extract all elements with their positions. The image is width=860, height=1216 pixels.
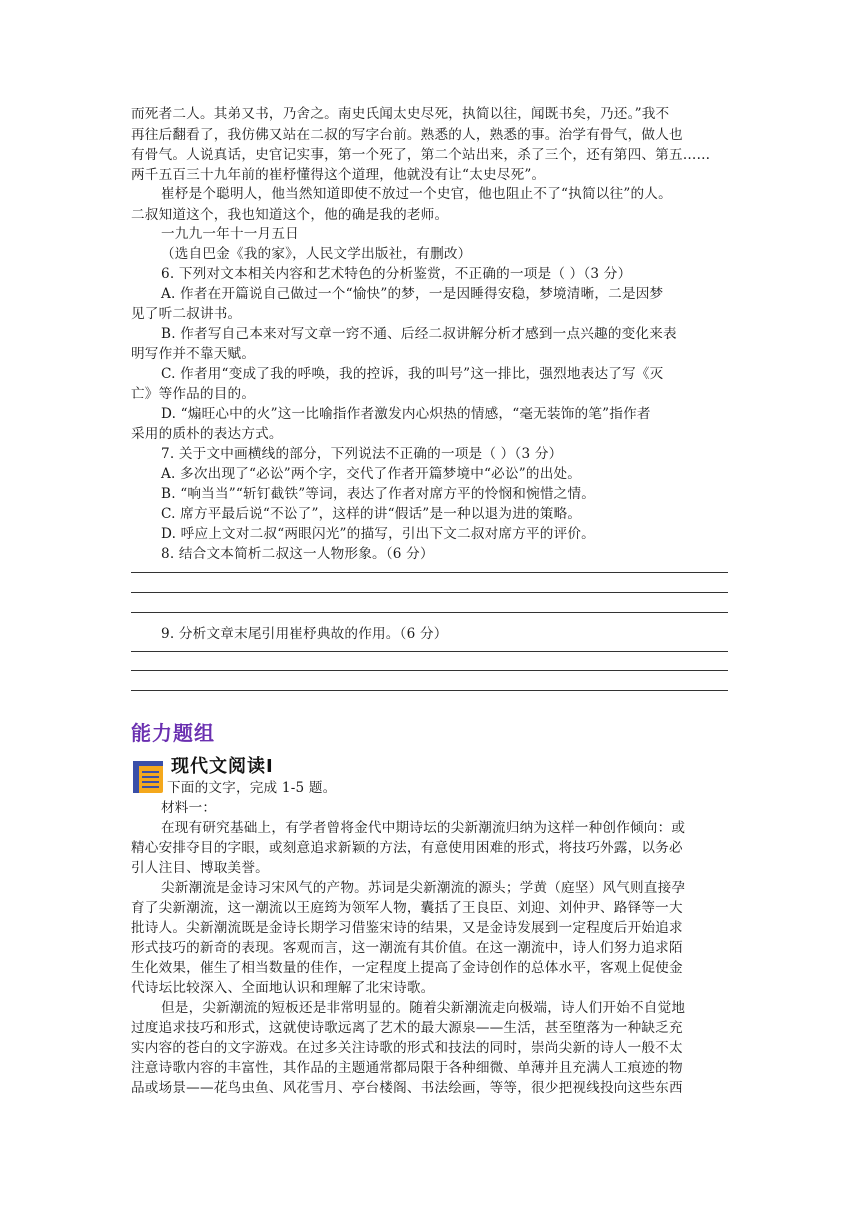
passage-date: 一九九一年十一月五日 (161, 226, 299, 242)
passage-line: 两千五百三十九年前的崔杼懂得这个道理，他就没有让“太史尽死”。 (131, 167, 546, 183)
reading-line: 生化效果，催生了相当数量的佳作，一定程度上提高了金诗创作的总体水平，客观上促使金 (131, 960, 683, 976)
reading-line: 在现有研究基础上，有学者曾将金代中期诗坛的尖新潮流归纳为这样一种创作倾向：或 (161, 820, 686, 836)
passage-line: 二叔知道这个，我也知道这个，他的确是我的老师。 (131, 207, 449, 223)
answer-line[interactable] (131, 592, 728, 593)
passage-line: 有骨气。人说真话，史官记实事，第一个死了，第二个站出来，杀了三个，还有第四、第五…… (131, 147, 711, 163)
reading-line: 实内容的苍白的文字游戏。在过多关注诗歌的形式和技法的同时，崇尚尖新的诗人一般不太 (131, 1040, 683, 1056)
answer-line[interactable] (131, 572, 728, 573)
question-9-stem: 9. 分析文章末尾引用崔杼典故的作用。（6 分） (161, 626, 448, 642)
passage-line: 再往后翻看了，我仿佛又站在二叔的写字台前。熟悉的人，熟悉的事。治学有骨气，做人也 (131, 127, 683, 143)
answer-line[interactable] (131, 690, 728, 691)
subsection-title: 现代文阅读Ⅰ (171, 756, 274, 777)
q6-option: 明写作并不靠天赋。 (131, 346, 256, 362)
q6-option: 亡》等作品的目的。 (131, 386, 256, 402)
question-6-stem: 6. 下列对文本相关内容和艺术特色的分析鉴赏，不正确的一项是（ ）（3 分） (161, 266, 632, 282)
q7-option: D. 呼应上文对二叔“两眼闪光”的描写，引出下文二叔对席方平的评价。 (161, 526, 595, 542)
q6-option: C. 作者用“变成了我的呼唤，我的控诉，我的叫号”这一排比，强烈地表达了写《灭 (161, 366, 664, 382)
q6-option: 见了听二叔讲书。 (131, 306, 242, 322)
reading-line: 精心安排夺目的字眼，或刻意追求新颖的方法，有意使用困难的形式，将技巧外露，以务必 (131, 840, 683, 856)
reading-line: 品或场景——花鸟虫鱼、风花雪月、亭台楼阁、书法绘画，等等，很少把视线投向这些东西 (131, 1080, 683, 1096)
book-icon (131, 759, 165, 795)
q6-option: D. “煽旺心中的火”这一比喻指作者激发内心炽热的情感，“毫无装饰的笔”指作者 (161, 406, 651, 422)
reading-line: 注意诗歌内容的丰富性，其作品的主题通常都局限于各种细微、单薄并且充满人工痕迹的物 (131, 1060, 683, 1076)
reading-line: 批诗人。尖新潮流既是金诗长期学习借鉴宋诗的结果，又是金诗发展到一定程度后开始追求 (131, 920, 683, 936)
q6-option: A. 作者在开篇说自己做过一个“愉快”的梦，一是因睡得安稳，梦境清晰，二是因梦 (161, 286, 664, 302)
q6-option: 采用的质朴的表达方式。 (131, 426, 283, 442)
passage-line: 崔杼是个聪明人，他当然知道即使不放过一个史官，他也阻止不了“执简以往”的人。 (161, 186, 672, 202)
reading-line: 代诗坛比较深入、全面地认识和理解了北宋诗歌。 (131, 980, 435, 996)
q7-option: C. 席方平最后说“不讼了”，这样的讲“假话”是一种以退为进的策略。 (161, 506, 582, 522)
q7-option: B. “响当当”“斩钉截铁”等词，表达了作者对席方平的怜悯和惋惜之情。 (161, 486, 596, 502)
question-7-stem: 7. 关于文中画横线的部分，下列说法不正确的一项是（ ）（3 分） (161, 446, 563, 462)
passage-line: 而死者二人。其弟又书，乃舍之。南史氏闻太史尽死，执简以往，闻既书矣，乃还。”我不 (131, 106, 670, 122)
material-label: 材料一： (161, 800, 217, 816)
question-8-stem: 8. 结合文本简析二叔这一人物形象。（6 分） (161, 546, 434, 562)
reading-line: 过度追求技巧和形式，这就使诗歌远离了艺术的最大源泉——生活，甚至堕落为一种缺乏充 (131, 1020, 683, 1036)
answer-line[interactable] (131, 612, 728, 613)
q6-option: B. 作者写自己本来对写文章一窍不通、后经二叔讲解分析才感到一点兴趣的变化来表 (161, 326, 677, 342)
reading-line: 引人注目、博取美誉。 (131, 860, 269, 876)
answer-line[interactable] (131, 651, 728, 652)
reading-line: 但是，尖新潮流的短板还是非常明显的。随着尖新潮流走向极端，诗人们开始不自觉地 (161, 1000, 686, 1016)
section-title: 能力题组 (131, 721, 215, 745)
reading-line: 尖新潮流是金诗习宋风气的产物。苏词是尖新潮流的源头；学黄（庭坚）风气则直接孕 (161, 880, 686, 896)
reading-line: 育了尖新潮流，这一潮流以王庭筠为领军人物，囊括了王良臣、刘迎、刘仲尹、路铎等一大 (131, 900, 683, 916)
answer-line[interactable] (131, 670, 728, 671)
reading-line: 形式技巧的新奇的表现。客观而言，这一潮流有其价值。在这一潮流中，诗人们努力追求陌 (131, 940, 683, 956)
passage-source: （选自巴金《我的家》，人民文学出版社，有删改） (161, 246, 472, 262)
q7-option: A. 多次出现了“必讼”两个字，交代了作者开篇梦境中“必讼”的出处。 (161, 466, 582, 482)
reading-intro: 下面的文字，完成 1-5 题。 (167, 780, 337, 796)
